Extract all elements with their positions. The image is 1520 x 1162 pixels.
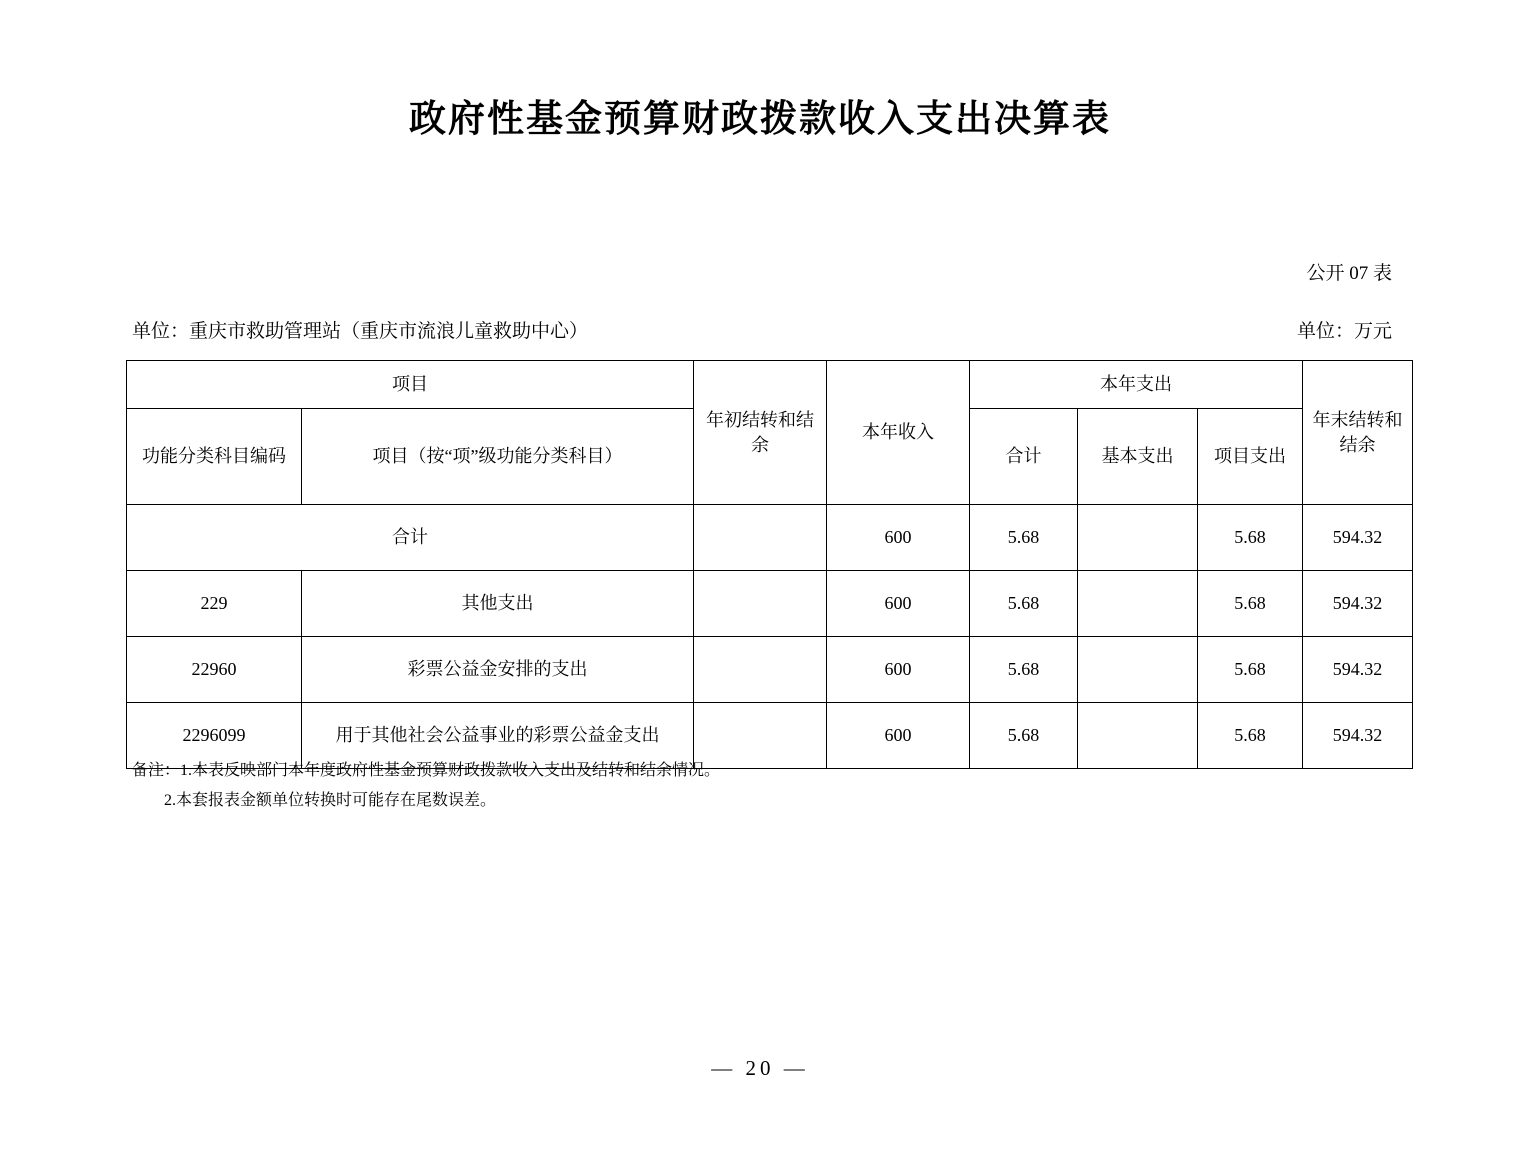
row-exp-total: 5.68 xyxy=(970,505,1078,571)
row-begin-balance xyxy=(694,505,827,571)
row-total-label: 合计 xyxy=(127,505,694,571)
row-end-balance: 594.32 xyxy=(1303,703,1413,769)
note-line-2: 2.本套报表金额单位转换时可能存在尾数误差。 xyxy=(164,791,497,809)
row-code: 2296099 xyxy=(127,703,302,769)
row-exp-basic xyxy=(1078,505,1198,571)
header-end-balance: 年末结转和结余 xyxy=(1303,361,1413,505)
row-exp-project: 5.68 xyxy=(1198,571,1303,637)
row-income: 600 xyxy=(827,505,970,571)
table-row xyxy=(127,505,1413,571)
header-code: 功能分类科目编码 xyxy=(127,409,302,505)
meta-row xyxy=(132,316,1392,343)
unit-measure-label: 单位：万元 xyxy=(1296,321,1392,342)
header-exp-basic: 基本支出 xyxy=(1078,409,1198,505)
header-expense-group: 本年支出 xyxy=(970,361,1303,409)
budget-table xyxy=(126,360,1413,769)
row-end-balance: 594.32 xyxy=(1303,505,1413,571)
row-project: 彩票公益金安排的支出 xyxy=(302,637,694,703)
row-exp-total: 5.68 xyxy=(970,637,1078,703)
page-number: — 20 — xyxy=(711,1056,809,1080)
table-row xyxy=(127,571,1413,637)
row-exp-total: 5.68 xyxy=(970,571,1078,637)
row-exp-total: 5.68 xyxy=(970,703,1078,769)
row-code: 22960 xyxy=(127,637,302,703)
row-exp-basic xyxy=(1078,637,1198,703)
row-exp-basic xyxy=(1078,703,1198,769)
row-begin-balance xyxy=(694,637,827,703)
row-project: 其他支出 xyxy=(302,571,694,637)
header-project: 项目（按“项”级功能分类科目） xyxy=(302,409,694,505)
header-income: 本年收入 xyxy=(827,361,970,505)
row-end-balance: 594.32 xyxy=(1303,637,1413,703)
row-code: 229 xyxy=(127,571,302,637)
table-row xyxy=(127,637,1413,703)
table-notes xyxy=(132,756,720,815)
header-project-group: 项目 xyxy=(127,361,694,409)
note-line-1: 备注：1.本表反映部门本年度政府性基金预算财政拨款收入支出及结转和结余情况。 xyxy=(132,762,721,779)
budget-table-container xyxy=(126,360,1403,769)
row-end-balance: 594.32 xyxy=(1303,571,1413,637)
header-exp-total: 合计 xyxy=(970,409,1078,505)
row-income: 600 xyxy=(827,703,970,769)
form-code-label: 公开 07 表 xyxy=(1306,263,1392,284)
row-exp-project: 5.68 xyxy=(1198,637,1303,703)
page-title: 政府性基金预算财政拨款收入支出决算表 xyxy=(409,99,1111,140)
row-exp-project: 5.68 xyxy=(1198,703,1303,769)
row-begin-balance xyxy=(694,571,827,637)
unit-name-label: 单位：重庆市救助管理站（重庆市流浪儿童救助中心） xyxy=(132,321,589,342)
row-exp-basic xyxy=(1078,571,1198,637)
row-income: 600 xyxy=(827,637,970,703)
row-project: 用于其他社会公益事业的彩票公益金支出 xyxy=(302,703,694,769)
table-header-row-1 xyxy=(127,361,1413,409)
header-exp-project: 项目支出 xyxy=(1198,409,1303,505)
row-income: 600 xyxy=(827,571,970,637)
row-exp-project: 5.68 xyxy=(1198,505,1303,571)
header-begin-balance: 年初结转和结余 xyxy=(694,361,827,505)
document-page xyxy=(0,88,1520,1162)
